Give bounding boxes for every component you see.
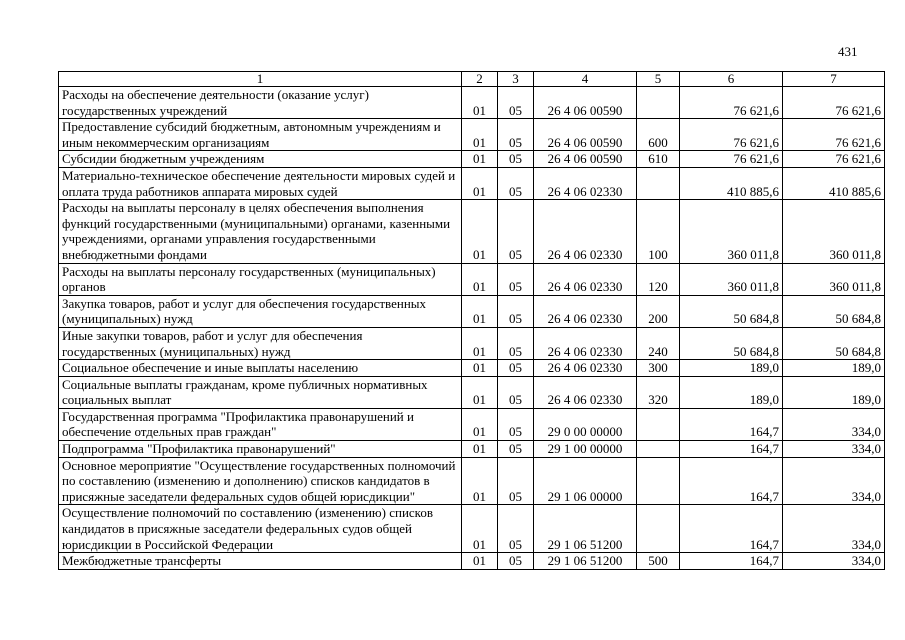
subsection-code: 05 — [498, 457, 534, 505]
target-article-code: 26 4 06 00590 — [534, 87, 637, 119]
header-row — [59, 72, 885, 87]
expense-type-code: 240 — [637, 327, 680, 359]
table-row — [59, 327, 885, 359]
target-article-code: 26 4 06 02330 — [534, 167, 637, 199]
table-row — [59, 408, 885, 440]
table-row — [59, 457, 885, 505]
row-name: Межбюджетные трансферты — [59, 553, 462, 570]
target-article-code: 26 4 06 02330 — [534, 360, 637, 377]
amount-year-2: 50 684,8 — [783, 327, 885, 359]
section-code: 01 — [462, 376, 498, 408]
expense-type-code: 320 — [637, 376, 680, 408]
amount-year-1: 164,7 — [680, 553, 783, 570]
subsection-code: 05 — [498, 360, 534, 377]
target-article-code: 29 1 06 51200 — [534, 505, 637, 553]
subsection-code: 05 — [498, 263, 534, 295]
row-name: Материально-техническое обеспечение деятельности мировых судей и оплата труда работников аппарата мировых судей — [59, 167, 462, 199]
row-name: Социальное обеспечение и иные выплаты населению — [59, 360, 462, 377]
amount-year-1: 164,7 — [680, 505, 783, 553]
page-number: 431 — [838, 44, 858, 59]
row-name: Иные закупки товаров, работ и услуг для обеспечения государственных (муниципальных) нужд — [59, 327, 462, 359]
table-row — [59, 360, 885, 377]
section-code: 01 — [462, 505, 498, 553]
table-row — [59, 441, 885, 458]
expense-type-code — [637, 441, 680, 458]
subsection-code: 05 — [498, 167, 534, 199]
section-code: 01 — [462, 360, 498, 377]
amount-year-1: 189,0 — [680, 376, 783, 408]
subsection-code: 05 — [498, 441, 534, 458]
table-row — [59, 87, 885, 119]
expense-type-code: 610 — [637, 151, 680, 168]
target-article-code: 26 4 06 02330 — [534, 327, 637, 359]
target-article-code: 26 4 06 00590 — [534, 119, 637, 151]
row-name: Закупка товаров, работ и услуг для обеспечения государственных (муниципальных) нужд — [59, 295, 462, 327]
amount-year-2: 50 684,8 — [783, 295, 885, 327]
expense-type-code: 100 — [637, 200, 680, 263]
amount-year-2: 334,0 — [783, 505, 885, 553]
amount-year-1: 164,7 — [680, 408, 783, 440]
amount-year-2: 334,0 — [783, 408, 885, 440]
section-code: 01 — [462, 151, 498, 168]
budget-table — [58, 71, 885, 570]
table-row — [59, 553, 885, 570]
amount-year-1: 50 684,8 — [680, 327, 783, 359]
amount-year-1: 410 885,6 — [680, 167, 783, 199]
subsection-code: 05 — [498, 87, 534, 119]
section-code: 01 — [462, 408, 498, 440]
subsection-code: 05 — [498, 505, 534, 553]
row-name: Государственная программа "Профилактика правонарушений и обеспечение отдельных прав граждан" — [59, 408, 462, 440]
target-article-code: 26 4 06 02330 — [534, 263, 637, 295]
subsection-code: 05 — [498, 553, 534, 570]
expense-type-code — [637, 167, 680, 199]
subsection-code: 05 — [498, 327, 534, 359]
row-name: Осуществление полномочий по составлению (изменению) списков кандидатов в присяжные заседатели федеральных судов общей юрисдикции в Российской Федерации — [59, 505, 462, 553]
column-header: 1 — [59, 72, 462, 87]
row-name: Основное мероприятие "Осуществление государственных полномочий по составлению (изменению и дополнению) списков кандидатов в присяжные заседатели федеральных судов общей юрисдикции" — [59, 457, 462, 505]
expense-type-code: 120 — [637, 263, 680, 295]
row-name: Подпрограмма "Профилактика правонарушений" — [59, 441, 462, 458]
target-article-code: 26 4 06 02330 — [534, 376, 637, 408]
column-header: 3 — [498, 72, 534, 87]
section-code: 01 — [462, 553, 498, 570]
row-name: Предоставление субсидий бюджетным, автономным учреждениям и иным некоммерческим организациям — [59, 119, 462, 151]
expense-type-code: 600 — [637, 119, 680, 151]
table-row — [59, 200, 885, 263]
target-article-code: 26 4 06 02330 — [534, 200, 637, 263]
amount-year-2: 360 011,8 — [783, 263, 885, 295]
target-article-code: 29 0 00 00000 — [534, 408, 637, 440]
amount-year-2: 76 621,6 — [783, 119, 885, 151]
subsection-code: 05 — [498, 295, 534, 327]
amount-year-2: 189,0 — [783, 360, 885, 377]
section-code: 01 — [462, 87, 498, 119]
row-name: Расходы на выплаты персоналу государственных (муниципальных) органов — [59, 263, 462, 295]
section-code: 01 — [462, 327, 498, 359]
section-code: 01 — [462, 441, 498, 458]
expense-type-code — [637, 505, 680, 553]
subsection-code: 05 — [498, 119, 534, 151]
table-row — [59, 263, 885, 295]
section-code: 01 — [462, 200, 498, 263]
amount-year-1: 164,7 — [680, 441, 783, 458]
amount-year-2: 189,0 — [783, 376, 885, 408]
amount-year-1: 189,0 — [680, 360, 783, 377]
row-name: Субсидии бюджетным учреждениям — [59, 151, 462, 168]
amount-year-2: 334,0 — [783, 441, 885, 458]
subsection-code: 05 — [498, 200, 534, 263]
amount-year-1: 76 621,6 — [680, 151, 783, 168]
expense-type-code: 300 — [637, 360, 680, 377]
row-name: Социальные выплаты гражданам, кроме публичных нормативных социальных выплат — [59, 376, 462, 408]
row-name: Расходы на обеспечение деятельности (оказание услуг) государственных учреждений — [59, 87, 462, 119]
amount-year-1: 360 011,8 — [680, 200, 783, 263]
amount-year-2: 360 011,8 — [783, 200, 885, 263]
amount-year-2: 410 885,6 — [783, 167, 885, 199]
section-code: 01 — [462, 119, 498, 151]
amount-year-1: 164,7 — [680, 457, 783, 505]
amount-year-2: 334,0 — [783, 457, 885, 505]
row-name: Расходы на выплаты персоналу в целях обеспечения выполнения функций государственными (муниципальными) органами, казенными учреждениями, органами управления государственными внебюджетными фондами — [59, 200, 462, 263]
amount-year-2: 76 621,6 — [783, 151, 885, 168]
expense-type-code: 500 — [637, 553, 680, 570]
target-article-code: 26 4 06 02330 — [534, 295, 637, 327]
section-code: 01 — [462, 263, 498, 295]
target-article-code: 29 1 06 51200 — [534, 553, 637, 570]
expense-type-code: 200 — [637, 295, 680, 327]
amount-year-2: 76 621,6 — [783, 87, 885, 119]
table-row — [59, 119, 885, 151]
subsection-code: 05 — [498, 408, 534, 440]
expense-type-code — [637, 87, 680, 119]
table-row — [59, 376, 885, 408]
section-code: 01 — [462, 167, 498, 199]
subsection-code: 05 — [498, 376, 534, 408]
amount-year-1: 360 011,8 — [680, 263, 783, 295]
target-article-code: 29 1 06 00000 — [534, 457, 637, 505]
column-header: 7 — [783, 72, 885, 87]
section-code: 01 — [462, 295, 498, 327]
table-row — [59, 167, 885, 199]
table-body — [59, 87, 885, 570]
column-header: 5 — [637, 72, 680, 87]
amount-year-1: 76 621,6 — [680, 119, 783, 151]
target-article-code: 26 4 06 00590 — [534, 151, 637, 168]
expense-type-code — [637, 408, 680, 440]
column-header: 4 — [534, 72, 637, 87]
amount-year-1: 50 684,8 — [680, 295, 783, 327]
table-row — [59, 505, 885, 553]
amount-year-2: 334,0 — [783, 553, 885, 570]
target-article-code: 29 1 00 00000 — [534, 441, 637, 458]
table-row — [59, 151, 885, 168]
column-header: 2 — [462, 72, 498, 87]
subsection-code: 05 — [498, 151, 534, 168]
expense-type-code — [637, 457, 680, 505]
amount-year-1: 76 621,6 — [680, 87, 783, 119]
section-code: 01 — [462, 457, 498, 505]
column-header: 6 — [680, 72, 783, 87]
table-row — [59, 295, 885, 327]
